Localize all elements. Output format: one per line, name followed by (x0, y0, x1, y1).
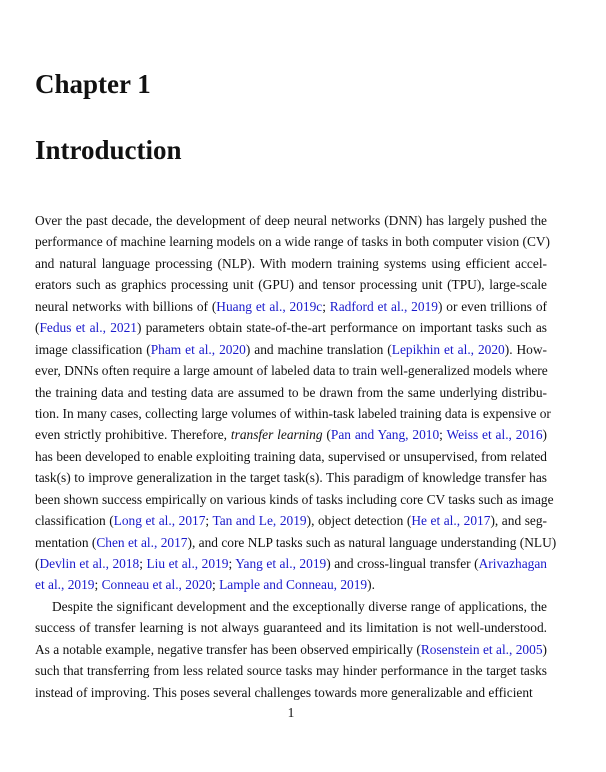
text-run: ; (228, 556, 236, 571)
text-line (35, 682, 547, 703)
text-run: Over the past decade, the development of deep neural networks (DNN) has largely pushed the (35, 213, 547, 228)
text-line (35, 382, 547, 403)
text-run: ( (35, 320, 40, 336)
text-run: ; (439, 427, 447, 443)
text-run: ), and seg- (490, 513, 547, 529)
text-run: As a notable example, negative transfer has been observed empirically ( (35, 641, 421, 657)
text-run: success of transfer learning is not always guaranteed and its limitation is not well-understood. (35, 620, 547, 636)
text-run: ; (205, 513, 213, 529)
text-run: ), and core NLP tasks such as natural language understanding (NLU) (187, 534, 557, 550)
citation-link[interactable]: Arivazhagan (478, 556, 547, 571)
text-line (35, 317, 547, 338)
citation-link[interactable]: He et al., 2017 (411, 513, 491, 529)
paragraph (35, 210, 557, 596)
text-run: mentation ( (35, 534, 97, 550)
text-run: such that transferring from less related source tasks may hinder performance in the target tasks (35, 663, 547, 679)
text-line (35, 553, 547, 574)
text-run: task(s) to improve generalization in the target task(s). This paradigm of knowledge transfer has (35, 470, 547, 486)
citation-link[interactable]: Tan and Le, 2019 (212, 513, 307, 529)
text-line (35, 639, 547, 660)
text-line (35, 446, 547, 467)
text-run: ( (35, 556, 40, 571)
citation-link[interactable]: Pan and Yang, 2010 (330, 427, 440, 443)
body-text (35, 210, 557, 703)
text-line (35, 253, 547, 274)
text-run: classification ( (35, 513, 114, 529)
text-line (35, 467, 547, 488)
text-line (35, 296, 547, 317)
text-line (35, 660, 547, 681)
text-line (35, 489, 554, 510)
citation-link[interactable]: Conneau et al., 2020 (101, 577, 213, 593)
citation-link[interactable]: et al., 2019 (35, 577, 95, 593)
text-line (35, 231, 551, 252)
citation-link[interactable]: Long et al., 2017 (113, 513, 206, 529)
text-run: image classification ( (35, 341, 151, 357)
text-run: instead of improving. This poses several challenges towards more generalizable and efficient (35, 684, 533, 700)
page-number: 1 (287, 705, 295, 720)
citation-link[interactable]: Devlin et al., 2018 (39, 556, 140, 571)
text-run: the training data and testing data are assumed to be drawn from the same underlying distribu- (35, 384, 547, 400)
text-run: ) (542, 641, 547, 657)
text-line (35, 360, 547, 381)
text-line (35, 424, 547, 445)
chapter-label: Chapter 1 (35, 69, 151, 99)
text-run: ; (94, 577, 102, 593)
citation-link[interactable]: Pham et al., 2020 (150, 341, 246, 357)
text-run: ) and machine translation ( (245, 341, 392, 357)
citation-link[interactable]: Fedus et al., 2021 (39, 320, 137, 336)
text-run: ; (322, 298, 330, 314)
text-run: ). How- (504, 341, 547, 357)
text-line (35, 339, 547, 360)
text-run: been shown success empirically on various kinds of tasks including core CV tasks such as image (35, 491, 554, 507)
citation-link[interactable]: Chen et al., 2017 (96, 534, 188, 550)
citation-link[interactable]: Huang et al., 2019c (216, 298, 323, 314)
text-line (35, 596, 547, 617)
text-line (35, 574, 547, 595)
text-run: ; (139, 556, 147, 571)
text-line (35, 617, 547, 638)
text-run: even strictly prohibitive. Therefore, (35, 427, 231, 443)
text-line (35, 210, 547, 231)
citation-link[interactable]: Lepikhin et al., 2020 (391, 341, 505, 357)
text-line (35, 510, 547, 531)
text-run: ever, DNNs often require a large amount of labeled data to train well-generalized models where (35, 363, 548, 379)
text-run: erators such as graphics processing unit (GPU) and tensor processing unit (TPU), large-scale (35, 277, 547, 293)
text-run: ; (212, 577, 220, 593)
text-run: tion. In many cases, collecting large volumes of within-task labeled training data is expensive or (35, 405, 551, 421)
text-line (35, 532, 557, 553)
text-run: and natural language processing (NLP). With modern training systems using efficient accel- (35, 255, 547, 271)
text-run: ) parameters obtain state-of-the-art performance on important tasks such as (137, 320, 547, 336)
text-run: ), object detection ( (306, 513, 412, 529)
citation-link[interactable]: Liu et al., 2019 (146, 556, 229, 571)
text-run: has been developed to enable exploiting training data, supervised or unsupervised, from related (35, 448, 547, 464)
citation-link[interactable]: Lample and Conneau, 2019 (219, 577, 368, 593)
citation-link[interactable]: Yang et al., 2019 (235, 556, 327, 571)
text-run: performance of machine learning models on a wide range of tasks in both computer vision (CV) (35, 234, 551, 250)
text-run: ) or even trillions of (437, 298, 547, 314)
paragraph (35, 596, 547, 703)
chapter-title: Introduction (35, 135, 182, 165)
citation-link[interactable]: Radford et al., 2019 (329, 298, 438, 314)
text-run: Despite the significant development and the exceptionally diverse range of applications, the (52, 598, 547, 614)
text-line (35, 274, 547, 295)
text-run: ) and cross-lingual transfer ( (326, 556, 479, 571)
text-run: ). (367, 577, 375, 593)
citation-link[interactable]: Rosenstein et al., 2005 (420, 641, 543, 657)
citation-link[interactable]: Weiss et al., 2016 (446, 427, 543, 443)
emphasized-term: transfer learning (230, 427, 323, 443)
text-run: ( (322, 427, 331, 443)
text-run: neural networks with billions of ( (35, 298, 217, 314)
text-run: ) (542, 427, 548, 443)
text-line (35, 403, 551, 424)
